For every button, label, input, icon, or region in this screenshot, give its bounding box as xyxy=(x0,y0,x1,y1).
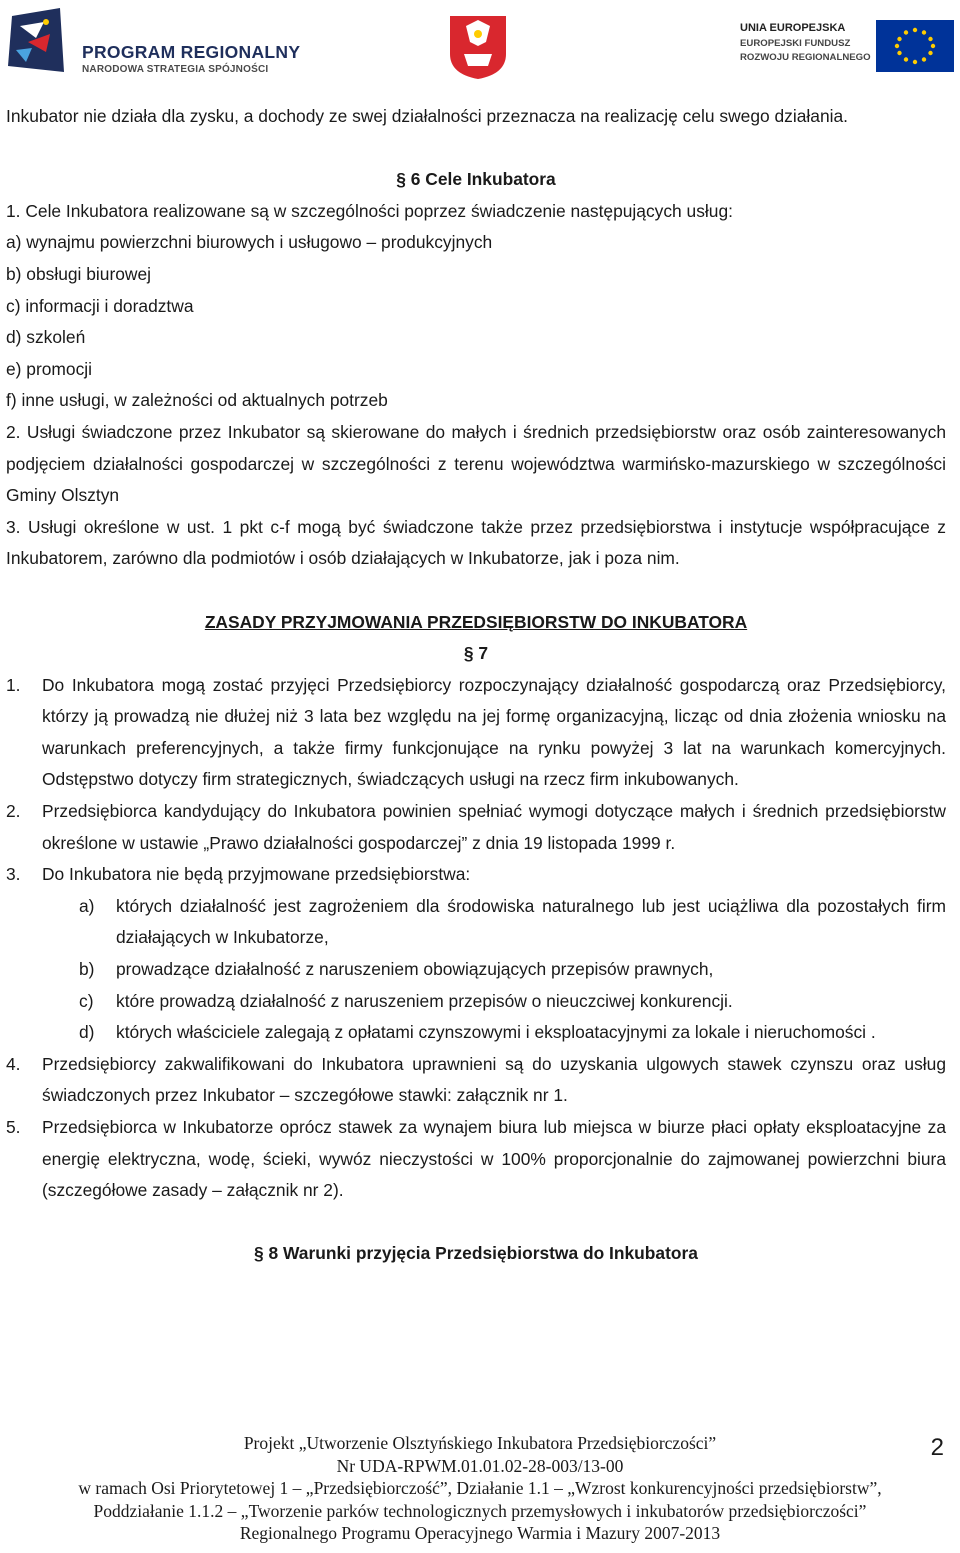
item-text: Przedsiębiorcy zakwalifikowani do Inkubatora uprawnieni są do uzyskania ulgowych stawek czynszu oraz usług świadczonych przez Inkubator – szczegółowe stawki: załącznik nr 1. xyxy=(42,1053,946,1106)
item-text: Przedsiębiorca kandydujący do Inkubatora powinien spełniać wymogi dotyczące małych i średnich przedsiębiorstw określone w ustawie „Prawo działalności gospodarczej” z dnia 19 listopada 1999 r. xyxy=(42,801,946,853)
section-6-item: d) szkoleń xyxy=(6,327,86,348)
item-text: Do Inkubatora mogą zostać przyjęci Przedsiębiorcy rozpoczynający działalność gospodarczą oraz Przedsiębiorcy, którzy ją prowadzą nie dłużej niż 3 lata bez względu na jej formę organizacyjną, licząc od dnia złożenia wniosku na warunkach preferencyjnych, a także firmy funkcjonujące na rynku powyżej 3 lat na warunkach komercyjnych. Odstępstwo dotyczy firm strategicznych, świadczących usługi na rzecz firm inkubowanych. xyxy=(42,674,946,790)
section-6-item: f) inne usługi, w zależności od aktualnych potrzeb xyxy=(6,390,388,411)
eu-line-1: UNIA EUROPEJSKA xyxy=(740,22,846,34)
section-6-item: e) promocji xyxy=(6,358,93,379)
subitem-letter: a) xyxy=(79,895,95,916)
subitem-text: które prowadzą działalność z naruszeniem przepisów o nieuczciwej konkurencji. xyxy=(116,990,733,1011)
warmia-mazury-coat-of-arms xyxy=(448,14,508,80)
section-7-item xyxy=(6,1112,946,1207)
coat-of-arms-icon xyxy=(448,14,508,80)
section-7-title: ZASADY PRZYJMOWANIA PRZEDSIĘBIORSTW DO INKUBATORA xyxy=(204,611,748,632)
section-8-heading: § 8 Warunki przyjęcia Przedsiębiorstwa do Inkubatora xyxy=(254,1243,698,1264)
section-7-item xyxy=(6,796,946,859)
footer-subaction: Poddziałanie 1.1.2 – „Tworzenie parków technologicznych przemysłowych i inkubatorów przedsiębiorczości” xyxy=(93,1500,867,1521)
subitem-text: prowadzące działalność z naruszeniem obowiązujących przepisów prawnych, xyxy=(116,959,714,980)
document-body xyxy=(6,101,946,1270)
item-number: 1. xyxy=(6,674,21,695)
footer-priority-axis: w ramach Osi Priorytetowej 1 – „Przedsiębiorczość”, Działanie 1.1 – „Wzrost konkurencyjności przedsiębiorstw”, xyxy=(78,1478,882,1498)
section-6-item: a) wynajmu powierzchni biurowych i usługowo – produkcyjnych xyxy=(6,232,493,253)
section-6-heading: § 6 Cele Inkubatora xyxy=(396,169,556,190)
page-number: 2 xyxy=(930,1434,944,1461)
footer-program: Regionalnego Programu Operacyjnego Warmia i Mazury 2007-2013 xyxy=(239,1523,721,1543)
eu-logo xyxy=(740,20,954,72)
section-7-subitem xyxy=(6,1017,946,1049)
program-regionalny-logo xyxy=(6,8,356,74)
section-6-item: 2. Usługi świadczone przez Inkubator są skierowane do małych i średnich przedsiębiorstw oraz osób zainteresowanych podjęciem działalności gospodarczej w szczególności z terenu województwa warmińsko-mazurskiego w szczególności Gminy Olsztyn xyxy=(6,421,946,506)
subitem-letter: d) xyxy=(79,1022,95,1043)
program-subtitle: NARODOWA STRATEGIA SPÓJNOŚCI xyxy=(82,64,269,75)
item-number: 4. xyxy=(6,1053,21,1074)
program-title: PROGRAM REGIONALNY xyxy=(82,42,301,62)
page-footer xyxy=(0,1432,960,1545)
footer-project-number: Nr UDA-RPWM.01.01.02-28-003/13-00 xyxy=(336,1455,624,1476)
section-6-item: b) obsługi biurowej xyxy=(6,263,152,284)
eu-line-2: EUROPEJSKI FUNDUSZ xyxy=(740,38,851,49)
subitem-text: których właściciele zalegają z opłatami czynszowymi i eksploatacyjnymi za lokale i nieruchomości . xyxy=(116,1022,876,1043)
section-7-subitem xyxy=(6,954,946,986)
subitem-letter: b) xyxy=(79,959,95,980)
eu-flag-icon xyxy=(876,20,954,72)
section-7-item xyxy=(6,859,946,891)
item-number: 3. xyxy=(6,864,21,885)
subitem-letter: c) xyxy=(79,990,94,1011)
program-logo-icon xyxy=(6,8,76,74)
footer-project-name: Projekt „Utworzenie Olsztyńskiego Inkubatora Przedsiębiorczości” xyxy=(243,1433,717,1453)
intro-paragraph: Inkubator nie działa dla zysku, a dochody ze swej działalności przeznacza na realizację celu swego działania. xyxy=(6,106,848,126)
section-6-item: 3. Usługi określone w ust. 1 pkt c-f mogą być świadczone także przez przedsiębiorstwa i instytucje współpracujące z Inkubatorem, zarówno dla podmiotów i osób działających w Inkubatorze, jak i poza nim. xyxy=(6,516,946,569)
section-7-heading: § 7 xyxy=(463,643,489,664)
section-7-subitem xyxy=(6,986,946,1018)
section-7-item xyxy=(6,1049,946,1112)
item-number: 5. xyxy=(6,1117,21,1137)
item-text: Przedsiębiorca w Inkubatorze oprócz stawek za wynajem biura lub miejsca w biurze płaci opłaty eksploatacyjne za energię elektryczna, wodę, ścieki, wywóz nieczystości w 100% proporcjonalnie do zajmowanej powierzchni biura (szczegółowe zasady – załącznik nr 2). xyxy=(42,1117,946,1201)
section-6-item: c) informacji i doradztwa xyxy=(6,295,194,316)
section-6-item: 1. Cele Inkubatora realizowane są w szczególności poprzez świadczenie następujących usług: xyxy=(6,200,733,221)
section-7-subitem xyxy=(6,891,946,954)
item-number: 2. xyxy=(6,801,21,822)
subitem-text: których działalność jest zagrożeniem dla środowiska naturalnego lub jest uciążliwa dla pozostałych firm działających w Inkubatorze, xyxy=(116,895,946,948)
eu-line-3: ROZWOJU REGIONALNEGO xyxy=(740,52,871,63)
section-7-item xyxy=(6,670,946,796)
item-text: Do Inkubatora nie będą przyjmowane przedsiębiorstwa: xyxy=(42,864,471,885)
page-header xyxy=(0,0,960,85)
